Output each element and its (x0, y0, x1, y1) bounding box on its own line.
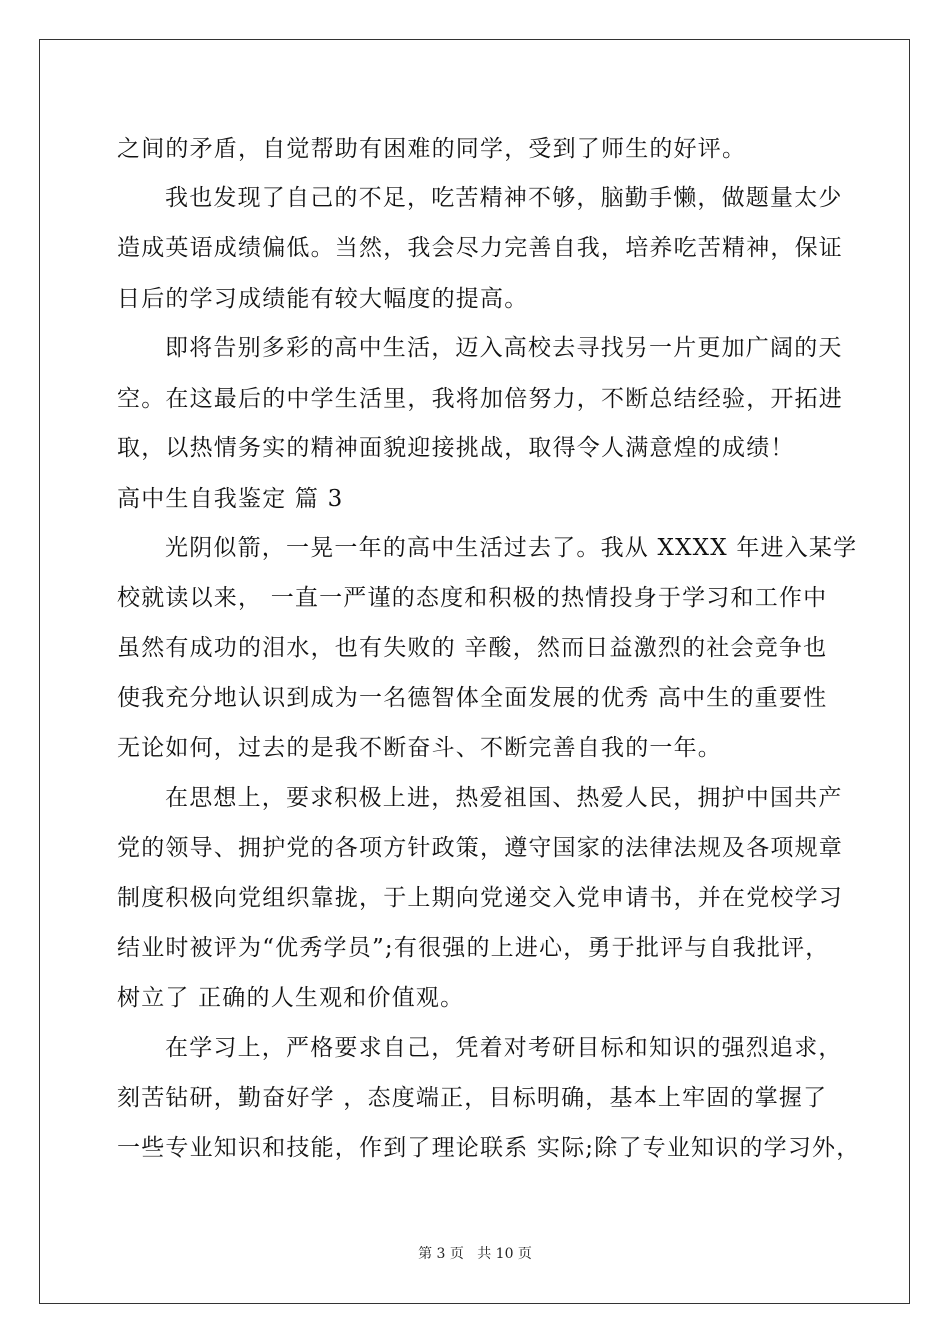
text-line: 校就读以来， 一直一严谨的态度和积极的热情投身于学习和工作中 (117, 585, 828, 611)
text-line: 制度积极向党组织靠拢，于上期向党递交入党申请书，并在党校学习 (117, 885, 843, 911)
text-line: 一些专业知识和技能，作到了理论联系 实际;除了专业知识的学习外， (117, 1135, 861, 1161)
text-line: 刻苦钻研，勤奋好学 ，态度端正，目标明确，基本上牢固的掌握了 (117, 1085, 828, 1111)
text-line: 结业时被评为“优秀学员”;有很强的上进心，勇于批评与自我批评， (117, 935, 830, 961)
text-line: 造成英语成绩偏低。当然，我会尽力完善自我，培养吃苦精神，保证 (117, 235, 843, 261)
text-line: 党的领导、拥护党的各项方针政策，遵守国家的法律法规及各项规章 (117, 835, 843, 861)
page-border (39, 39, 910, 1304)
section-heading: 高中生自我鉴定 篇 3 (117, 486, 344, 512)
text-line: 树立了 正确的人生观和价值观。 (117, 985, 465, 1011)
paragraph-start-line: 在学习上，严格要求自己，凭着对考研目标和知识的强烈追求， (165, 1035, 843, 1061)
text-line: 之间的矛盾，自觉帮助有困难的同学，受到了师生的好评。 (117, 136, 747, 162)
page-number-footer: 第 3 页 共 10 页 (418, 1246, 532, 1262)
text-line: 使我充分地认识到成为一名德智体全面发展的优秀 高中生的重要性 (117, 685, 828, 711)
text-line: 无论如何，过去的是我不断奋斗、不断完善自我的一年。 (117, 735, 722, 761)
paragraph-start-line: 光阴似箭，一晃一年的高中生活过去了。我从 XXXX 年进入某学 (165, 535, 858, 561)
text-line: 虽然有成功的泪水，也有失败的 辛酸，然而日益激烈的社会竞争也 (117, 635, 828, 661)
text-line: 取，以热情务实的精神面貌迎接挑战，取得令人满意煌的成绩！ (117, 435, 795, 461)
text-line: 空。在这最后的中学生活里，我将加倍努力，不断总结经验，开拓进 (117, 386, 843, 412)
paragraph-start-line: 我也发现了自己的不足，吃苦精神不够，脑勤手懒，做题量太少 (165, 185, 843, 211)
paragraph-start-line: 在思想上，要求积极上进，热爱祖国、热爱人民，拥护中国共产 (165, 785, 843, 811)
paragraph-start-line: 即将告别多彩的高中生活，迈入高校去寻找另一片更加广阔的天 (165, 335, 843, 361)
text-line: 日后的学习成绩能有较大幅度的提高。 (117, 286, 529, 312)
